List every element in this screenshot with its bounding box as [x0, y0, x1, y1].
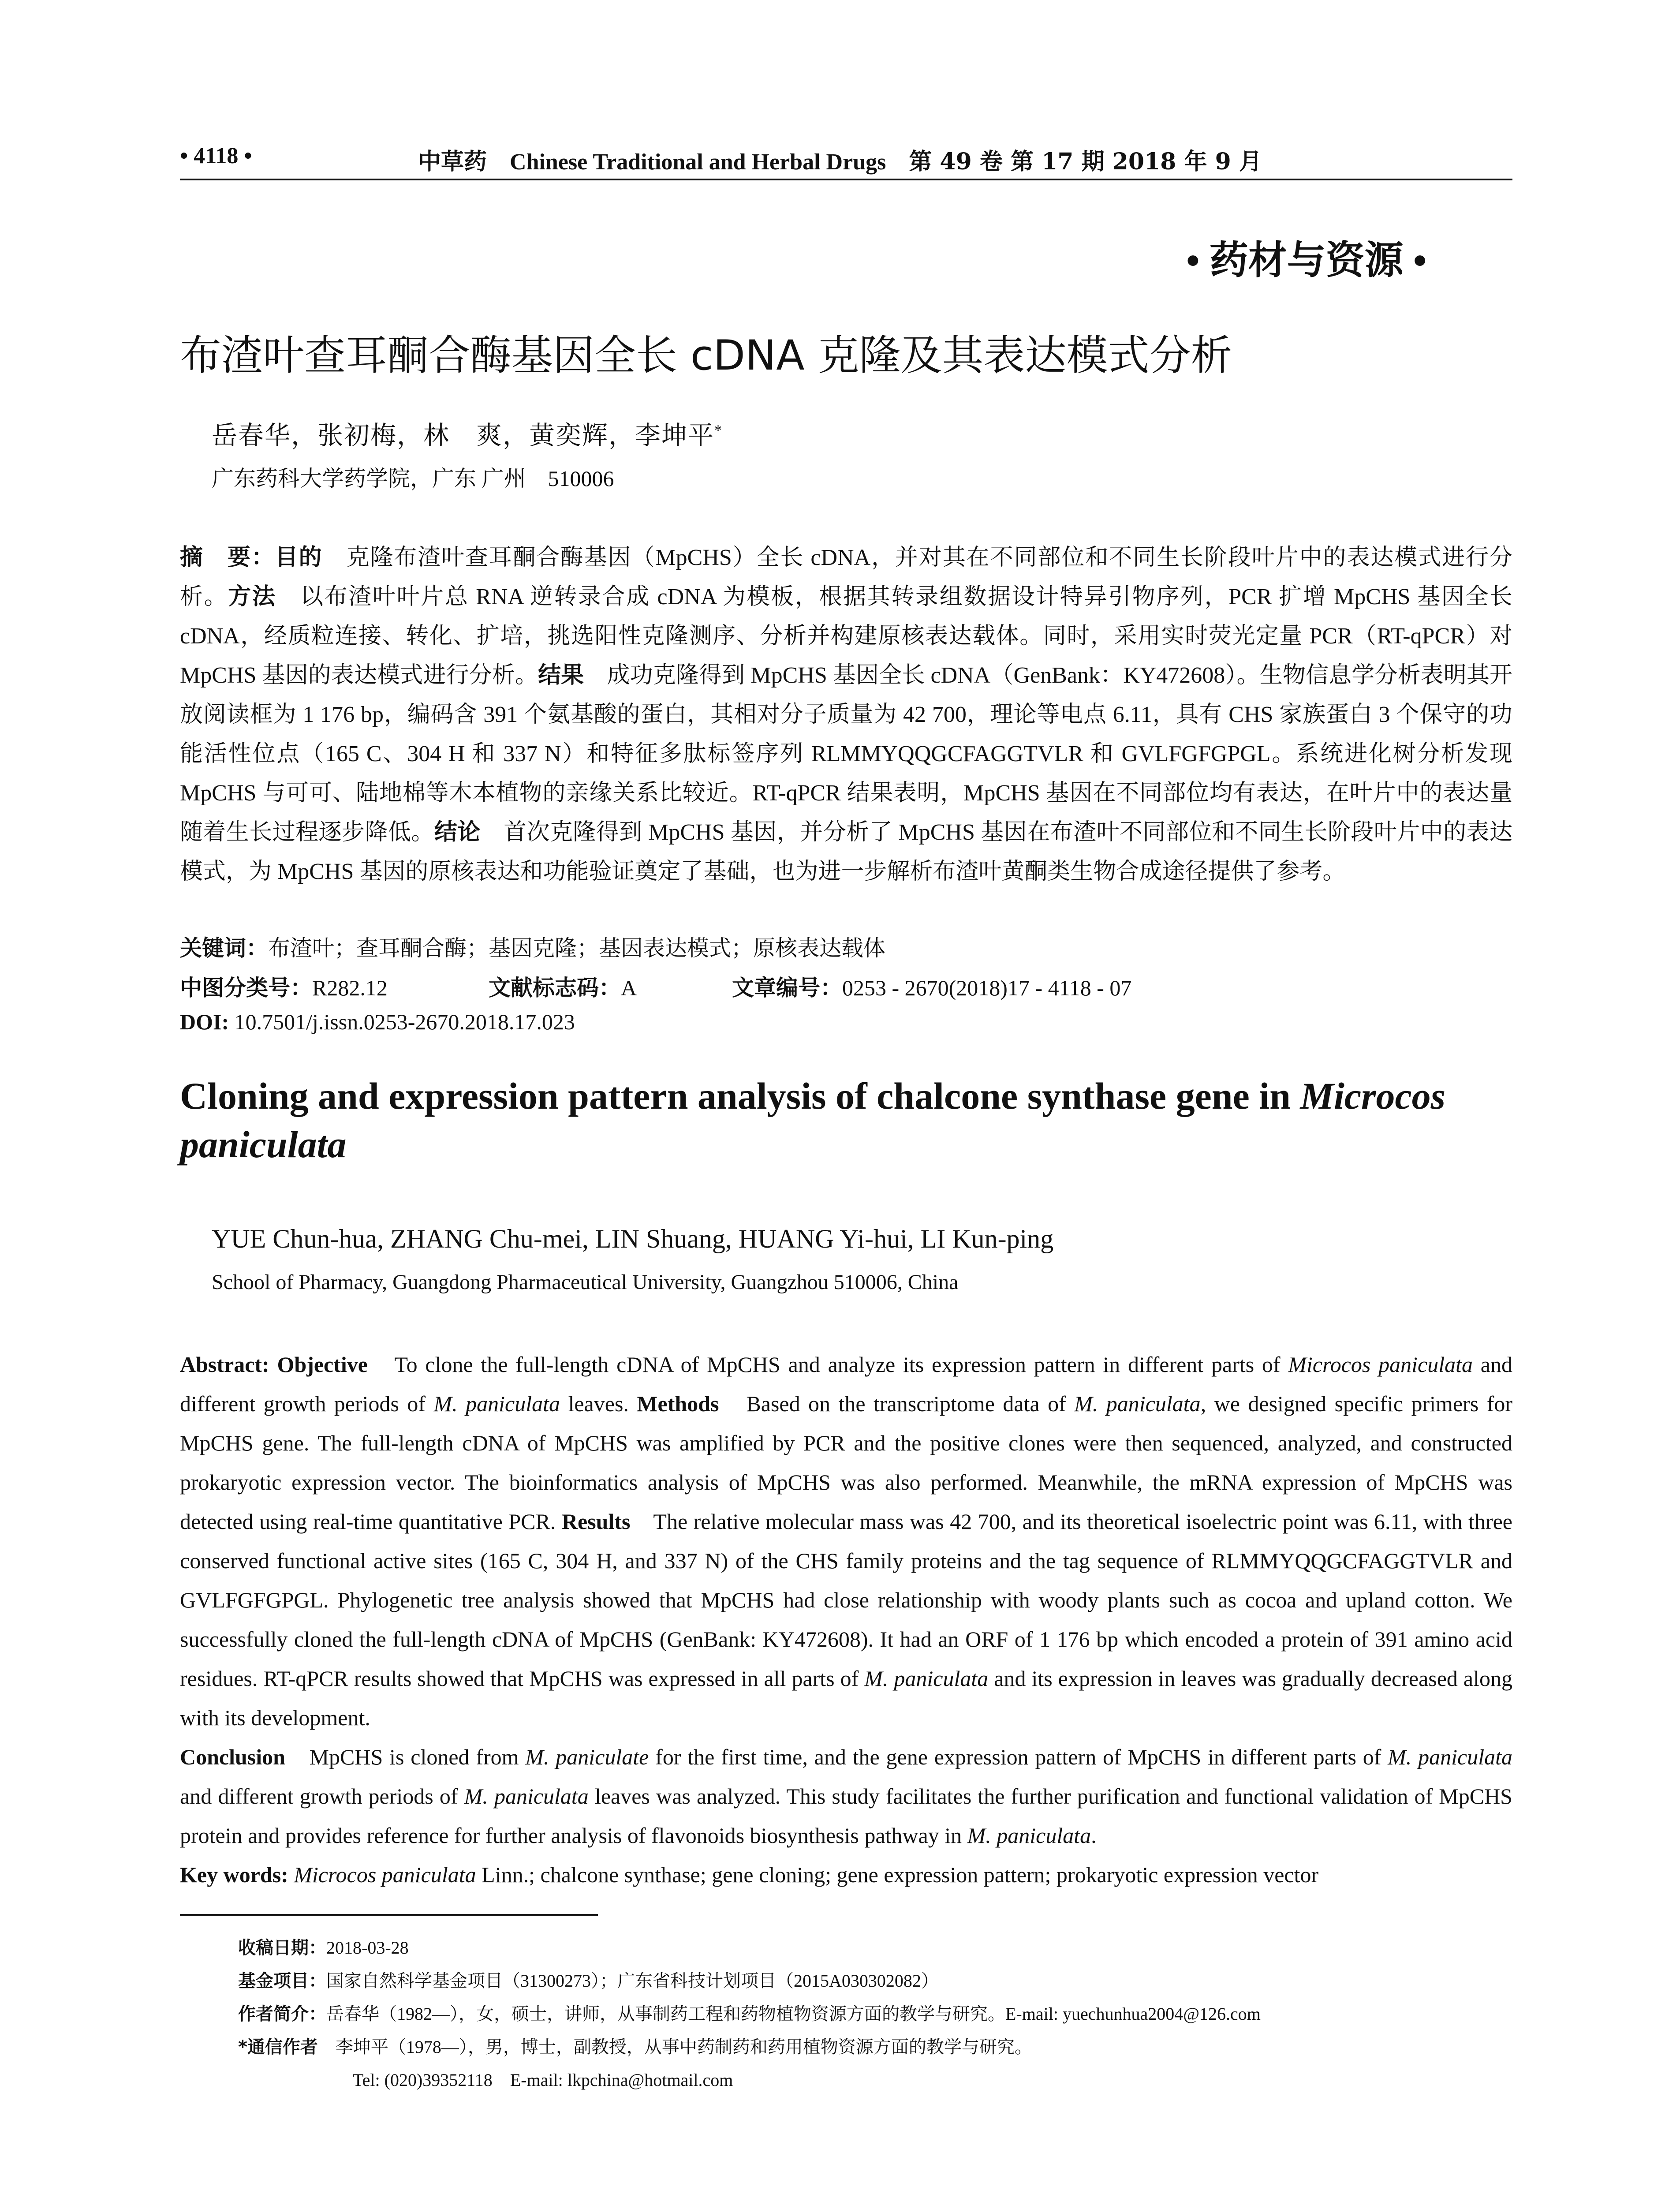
keywords-en-species: Microcos paniculata [294, 1862, 476, 1887]
doi-value: 10.7501/j.issn.0253-2670.2018.17.023 [229, 1009, 575, 1034]
article-value: 0253 - 2670(2018)17 - 4118 - 07 [842, 975, 1132, 1000]
keywords-en [180, 1855, 1512, 1895]
keywords-cn [180, 931, 885, 962]
abstract-en-paragraph [180, 1345, 1512, 1855]
affiliation-en: School of Pharmacy, Guangdong Pharmaceutical University, Guangzhou 510006, China [212, 1271, 959, 1294]
abstract-en-text: for the first time, and the gene expression pattern of MpCHS in different parts of [649, 1745, 1388, 1769]
species-name: M. paniculata [864, 1666, 989, 1691]
abstract-en-text: The relative molecular mass was 42 700, and its theoretical isoelectric point was 6.11, with three conserved functional active sites (165 C, 304 H, and 337 N) of the CHS family proteins and the tag sequence of RLMMYQQGCFAGGTVLR and GVLFGFGPGL. Phylogenetic tree analysis showed that MpCHS had close relationship with woody plants such as cocoa and upland cotton. We successfully cloned the full-length cDNA of MpCHS (GenBank: KY472608). It had an ORF of 1 176 bp which encoded a protein of 391 amino acid residues. RT-qPCR results showed that MpCHS was expressed in all parts of [180, 1509, 1512, 1691]
abstract-en-text: MpCHS is cloned from [285, 1745, 526, 1769]
abstract-en-text: , we designed specific primers for MpCHS gene. The full-length cDNA of MpCHS was amplified by PCR and the positive clones were then sequenced, analyzed, and constructed prokaryotic expression vector. The bioinformatics analysis of MpCHS was also performed. Meanwhile, the mRNA expression of MpCHS was detected using real-time quantitative PCR. [180, 1391, 1512, 1534]
abstract-en-text: and different growth periods of [180, 1784, 464, 1809]
footnote-rule [180, 1914, 598, 1916]
article-label: 文章编号： [732, 975, 842, 1001]
received-date: 2018-03-28 [326, 1938, 409, 1958]
species-name: Microcos paniculata [1288, 1352, 1473, 1377]
footnote-corresponding [238, 2033, 1032, 2058]
page-number: • 4118 • [180, 143, 252, 168]
journal-title-en: Chinese Traditional and Herbal Drugs [510, 149, 886, 175]
doi-label: DOI: [180, 1009, 229, 1034]
title-en [180, 1072, 1512, 1169]
clc-value: R282.12 [312, 975, 388, 1000]
footnote-contact: Tel: (020)39352118 E-mail: lkpchina@hotmail.com [353, 2070, 733, 2090]
article-number [732, 970, 1131, 1002]
bio-label: 作者简介： [238, 2004, 326, 2024]
authors-cn [212, 415, 723, 452]
abstract-cn [180, 538, 1512, 891]
received-label: 收稿日期： [238, 1938, 326, 1958]
results-cn-label: 结果 [538, 662, 584, 688]
objective-cn-label: 目的 [275, 544, 323, 571]
header-rule [180, 179, 1512, 180]
section-heading: • 药材与资源 • [1186, 239, 1427, 282]
footnote-author-bio [238, 2000, 1261, 2025]
species-name: M. paniculata [433, 1391, 560, 1416]
running-header [180, 140, 1512, 176]
footnote-fund [238, 1967, 939, 1992]
keywords-en-text: Linn.; chalcone synthase; gene cloning; gene expression pattern; prokaryotic expression vector [476, 1862, 1319, 1887]
abstract-en-text: Based on the transcriptome data of [719, 1391, 1075, 1416]
abstract-en-text: leaves. [560, 1391, 637, 1416]
doi [180, 1009, 575, 1035]
methods-cn-label: 方法 [228, 583, 276, 610]
affiliation-cn: 广东药科大学药学院，广东 广州 510006 [212, 466, 614, 491]
title-en-species: paniculata [180, 1123, 347, 1166]
results-en-label: Results [561, 1509, 631, 1534]
methods-cn: 以布渣叶叶片总 RNA 逆转录合成 cDNA 为模板，根据其转录组数据设计特异引物序列，PCR 扩增 MpCHS 基因全长 cDNA，经质粒连接、转化、扩培，挑选阳性克隆测序、分析并构建原核表达载体。同时，采用实时荧光定量 PCR（RT-qPCR）对 MpCHS 基因的表达模式进行分析。 [180, 584, 1512, 688]
keywords-en-label: Key words: [180, 1862, 294, 1887]
title-en-genus: Microcos [1300, 1075, 1446, 1117]
journal-issue: 第 49 卷 第 17 期 2018 年 9 月 [909, 148, 1262, 175]
species-name: M. paniculata [1388, 1745, 1512, 1769]
abstract-cn-paragraph [180, 538, 1512, 891]
journal-title-cn: 中草药 [418, 148, 487, 175]
methods-en-label: Methods [637, 1391, 719, 1416]
corresponding-label: *通信作者 [238, 2037, 318, 2057]
abstract-en-text: and different growth periods of [180, 1352, 1512, 1416]
authors-en: YUE Chun-hua, ZHANG Chu-mei, LIN Shuang, HUANG Yi-hui, LI Kun-ping [212, 1224, 1054, 1253]
keywords-cn-label: 关键词： [180, 935, 268, 961]
abstract-en-label: Abstract: Objective [180, 1352, 368, 1377]
abstract-en-text: To clone the full-length cDNA of MpCHS and analyze its expression pattern in different parts of [367, 1352, 1288, 1377]
abstract-en-text: . [1091, 1823, 1097, 1848]
document-code [489, 970, 637, 1002]
species-name: M. paniculate [525, 1745, 649, 1769]
fund-label: 基金项目： [238, 1971, 326, 1991]
objective-cn: 克隆布渣叶查耳酮合酶基因（MpCHS）全长 cDNA，并对其在不同部位和不同生长阶段叶片中的表达模式进行分析。 [180, 545, 1512, 609]
abstract-en-text: leaves was analyzed. This study facilitates the further purification and functional validation of MpCHS protein and provides reference for further analysis of flavonoids biosynthesis pathway in [180, 1784, 1512, 1848]
doc-value: A [621, 975, 637, 1000]
bio-text: 岳春华（1982—），女，硕士，讲师，从事制药工程和药物植物资源方面的教学与研究。E-mail: yuechunhua2004@126.com [326, 2004, 1261, 2024]
keywords-cn-text: 布渣叶；查耳酮合酶；基因克隆；基因表达模式；原核表达载体 [268, 936, 885, 960]
corresponding-text: 李坤平（1978—），男，博士，副教授，从事中药制药和药用植物资源方面的教学与研究。 [317, 2037, 1032, 2057]
clc-label: 中图分类号： [180, 975, 312, 1001]
fund-text: 国家自然科学基金项目（31300273）；广东省科技计划项目（2015A030302082） [326, 1971, 939, 1991]
results-cn: 成功克隆得到 MpCHS 基因全长 cDNA（GenBank：KY472608）。生物信息学分析表明其开放阅读框为 1 176 bp，编码含 391 个氨基酸的蛋白，其相对分子质量为 42 700，理论等电点 6.11，具有 CHS 家族蛋白 3 个保守的功能活性位点（165 C、304 H 和 337 N）和特征多肽标签序列 RLMMYQQGCFAGGTVLR 和 GVLFGFGPGL。系统进化树分析发现 MpCHS 与可可、陆地棉等木本植物的亲缘关系比较近。RT-qPCR 结果表明，MpCHS 基因在不同部位均有表达，在叶片中的表达量随着生长过程逐步降低。 [180, 663, 1512, 845]
abstract-en-text: and its expression in leaves was gradually decreased along with its development. [180, 1666, 1512, 1730]
species-name: M. paniculata [967, 1823, 1091, 1848]
title-cn: 布渣叶查耳酮合酶基因全长 cDNA 克隆及其表达模式分析 [180, 332, 1232, 380]
conclusion-cn: 首次克隆得到 MpCHS 基因，并分析了 MpCHS 基因在布渣叶不同部位和不同生长阶段叶片中的表达模式，为 MpCHS 基因的原核表达和功能验证奠定了基础，也为进一步解析布渣叶黄酮类生物合成途径提供了参考。 [180, 820, 1512, 884]
title-en-main: Cloning and expression pattern analysis of chalcone synthase gene in [180, 1075, 1291, 1117]
journal-title [418, 143, 1262, 176]
footnote-received [238, 1934, 409, 1959]
species-name: M. paniculata [1074, 1391, 1201, 1416]
corresponding-mark: * [714, 422, 723, 439]
authors-cn-names: 岳春华，张初梅，林 爽，黄奕辉，李坤平 [212, 421, 715, 450]
conclusion-en-label: Conclusion [180, 1745, 285, 1769]
doc-label: 文献标志码： [489, 975, 621, 1001]
conclusion-cn-label: 结论 [434, 819, 481, 845]
classification-line [180, 970, 388, 1002]
abstract-cn-label: 摘 要： [180, 544, 275, 571]
abstract-en [180, 1345, 1512, 1895]
species-name: M. paniculata [464, 1784, 589, 1809]
